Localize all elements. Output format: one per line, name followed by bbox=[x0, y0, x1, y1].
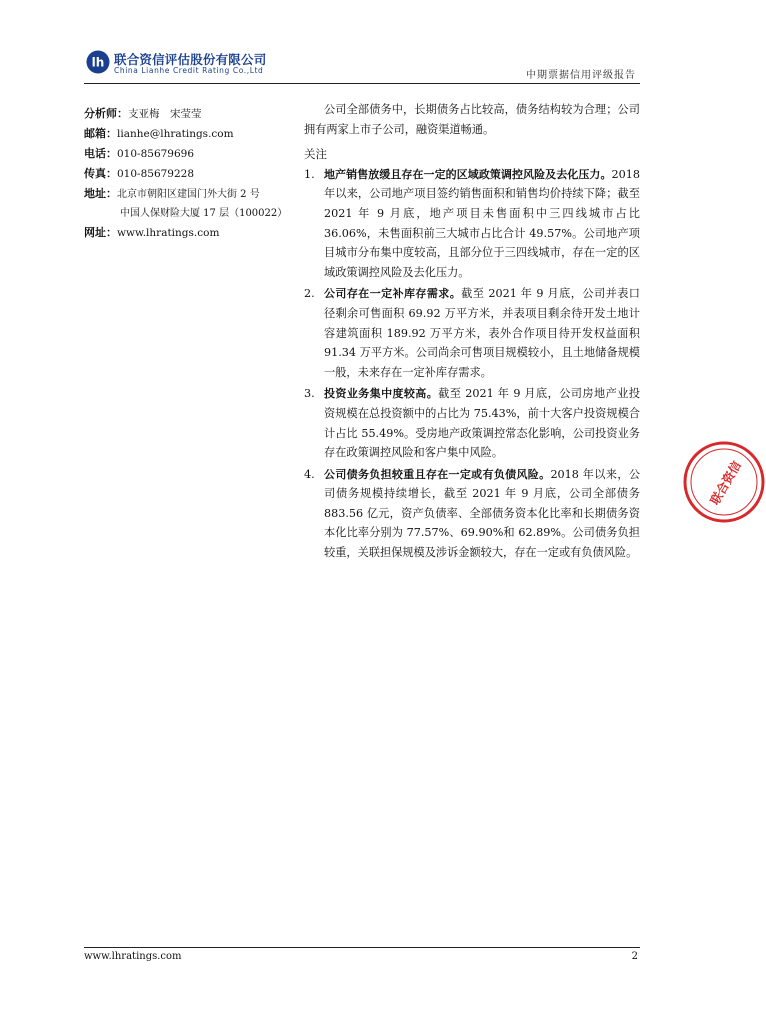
page-number: 2 bbox=[631, 951, 638, 962]
item-title: 地产销售放缓且存在一定的区域政策调控风险及去化压力。 bbox=[324, 167, 612, 181]
email-row bbox=[84, 124, 294, 144]
item-number: 2. bbox=[304, 287, 315, 301]
website-value[interactable]: www.lhratings.com bbox=[117, 227, 220, 239]
item-body bbox=[324, 165, 640, 283]
svg-text:联合资信: 联合资信 bbox=[707, 458, 744, 508]
concern-item bbox=[304, 284, 640, 382]
item-number: 1. bbox=[304, 167, 315, 181]
phone-row bbox=[84, 144, 294, 164]
company-name-cn: 联合资信评估股份有限公司 bbox=[114, 52, 267, 67]
item-text: 2018 年以来，公司债务规模持续增长，截至 2021 年 9 月底，公司全部债务 883.56 亿元，资产负债率、全部债务资本化比率和长期债务资本化比率分别为 77.57%、69.90%和 62.89%。公司债务负担较重，关联担保规模及涉诉金额较大，存在一定或有负债风险。 bbox=[324, 467, 641, 560]
main-column bbox=[304, 100, 640, 565]
item-title: 公司存在一定补库存需求。 bbox=[324, 287, 462, 301]
intro-paragraph: 公司全部债务中，长期债务占比较高，债务结构较为合理；公司拥有两家上市子公司，融资渠道畅通。 bbox=[304, 103, 640, 136]
company-name-en: China Lianhe Credit Rating Co.,Ltd bbox=[114, 66, 264, 75]
fax-value: 010-85679228 bbox=[117, 168, 195, 180]
footer-website[interactable]: www.lhratings.com bbox=[84, 951, 182, 962]
phone-value: 010-85679696 bbox=[117, 148, 195, 160]
email-value[interactable]: lianhe@lhratings.com bbox=[117, 128, 234, 140]
item-title: 公司债务负担较重且存在一定或有负债风险。 bbox=[324, 467, 551, 481]
concern-item bbox=[304, 384, 640, 462]
address-row bbox=[84, 184, 294, 204]
contact-block bbox=[84, 104, 294, 243]
analyst-label: 分析师： bbox=[84, 107, 128, 120]
item-text: 2018 年以来，公司地产项目签约销售面积和销售均价持续下降；截至 2021 年 9 月底，地产项目未售面积中三四线城市占比 36.06%，未售面积前三大城市占比合计 49.57%。公司地产项目城市分布集中度较高，且部分位于三四线城市，存在一定的区域政策调控风险及去化压力。 bbox=[324, 167, 640, 279]
analyst-row bbox=[84, 104, 294, 124]
fax-label: 传真： bbox=[84, 167, 117, 180]
website-label: 网址： bbox=[84, 226, 117, 239]
analyst-value: 支亚梅 宋莹莹 bbox=[128, 108, 202, 120]
item-number: 3. bbox=[304, 387, 315, 401]
section-title-concerns: 关注 bbox=[304, 147, 327, 162]
address-line-1: 北京市朝阳区建国门外大街 2 号 bbox=[117, 189, 260, 200]
website-row bbox=[84, 223, 294, 243]
report-type: 中期票据信用评级报告 bbox=[526, 70, 636, 81]
item-text: 截至 2021 年 9 月底，公司房地产业投资规模在总投资额中的占比为 75.43%，前十大客户投资规模合计占比 55.49%。受房地产政策调控常态化影响，公司投资业务存在政策调控风险和客户集中风险。 bbox=[324, 387, 640, 460]
footer-divider bbox=[84, 947, 640, 948]
item-number: 4. bbox=[304, 467, 315, 481]
item-body bbox=[324, 284, 640, 382]
email-label: 邮箱： bbox=[84, 127, 117, 140]
item-title: 投资业务集中度较高。 bbox=[324, 387, 439, 401]
svg-text:lh: lh bbox=[91, 55, 105, 70]
item-text: 截至 2021 年 9 月底，公司并表口径剩余可售面积 69.92 万平方米，并表项目剩余待开发土地计容建筑面积 189.92 万平方米，表外合作项目待开发权益面积 91.34 万平方米。公司尚余可售项目规模较小，且土地储备规模一般，未来存在一定补库存需求。 bbox=[324, 287, 640, 379]
item-body bbox=[324, 465, 640, 563]
address-line-2: 中国人保财险大厦 17 层（100022） bbox=[120, 208, 288, 219]
company-seal-icon bbox=[682, 440, 766, 524]
item-body bbox=[324, 384, 640, 462]
concern-item bbox=[304, 465, 640, 563]
phone-label: 电话： bbox=[84, 147, 117, 160]
header-divider bbox=[84, 83, 640, 84]
page-header bbox=[0, 0, 724, 90]
address-label: 地址： bbox=[84, 187, 117, 200]
company-logo-icon bbox=[86, 50, 110, 74]
fax-row bbox=[84, 164, 294, 184]
concern-item bbox=[304, 165, 640, 283]
